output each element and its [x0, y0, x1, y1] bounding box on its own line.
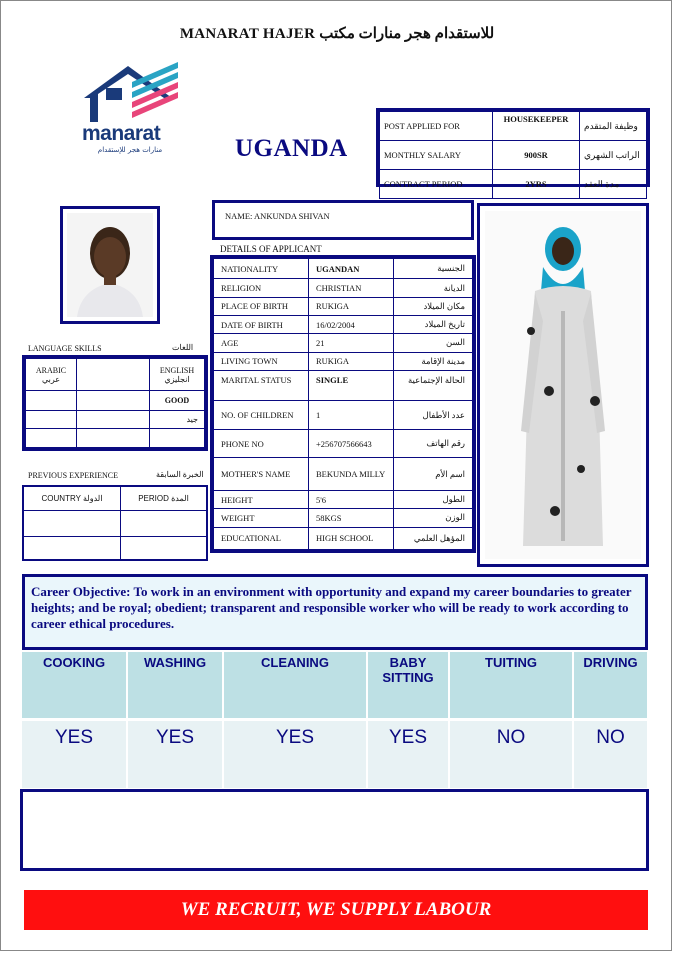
post-label-ar: الراتب الشهري: [580, 141, 647, 170]
skills-table: [22, 652, 649, 791]
skill-header: COOKING: [22, 652, 127, 720]
exp-cell: [121, 511, 207, 537]
detail-label-ar: اسم الأم: [394, 458, 473, 491]
detail-row: [214, 352, 473, 370]
applicant-photo-full: [477, 203, 649, 567]
lang-arabic-ar: عربي: [41, 374, 61, 384]
detail-value: SINGLE: [309, 370, 394, 401]
detail-label: RELIGION: [214, 279, 309, 297]
post-value: HOUSEKEEPER: [493, 112, 580, 141]
detail-row: [214, 509, 473, 527]
detail-row: [214, 370, 473, 401]
lang-english-level: GOOD: [150, 391, 205, 411]
skills-value-row: [22, 720, 648, 790]
career-objective: Career Objective: To work in an environment with opportunity and expand my career boundaries to greater heights; and be royal; obedient; transparent and responsible worker who will be ready to work according to career ethical procedures.: [22, 574, 648, 650]
skill-value: YES: [127, 720, 223, 790]
detail-label: MARITAL STATUS: [214, 370, 309, 401]
detail-row: [214, 334, 473, 352]
exp-period-ar: المدة: [171, 494, 189, 503]
detail-label-ar: السن: [394, 334, 473, 352]
full-body-image: [485, 211, 641, 559]
details-box: [210, 255, 476, 553]
lang-arabic: ARABIC: [35, 365, 67, 375]
detail-row: [214, 490, 473, 508]
language-heading: LANGUAGE SKILLS: [28, 344, 102, 353]
language-heading-ar: اللغات: [172, 343, 194, 352]
detail-label: AGE: [214, 334, 309, 352]
detail-label: PHONE NO: [214, 429, 309, 457]
exp-cell: [121, 537, 207, 560]
detail-label: NO. OF CHILDREN: [214, 401, 309, 429]
post-label: MONTHLY SALARY: [380, 141, 493, 170]
detail-row: [214, 259, 473, 279]
skill-header: CLEANING: [223, 652, 367, 720]
post-label-ar: وظيفة المتقدم: [580, 112, 647, 141]
detail-label-ar: عدد الأطفال: [394, 401, 473, 429]
skill-value: NO: [573, 720, 648, 790]
company-logo: [80, 62, 182, 162]
post-row: [380, 112, 647, 141]
post-value: 900SR: [493, 141, 580, 170]
lang-english-level-ar: جيد: [150, 411, 205, 429]
detail-label: WEIGHT: [214, 509, 309, 527]
detail-value: 21: [309, 334, 394, 352]
detail-label: NATIONALITY: [214, 259, 309, 279]
post-value: 2YRS: [493, 170, 580, 199]
detail-label: HEIGHT: [214, 490, 309, 508]
language-box: [22, 355, 208, 451]
exp-cell: [24, 511, 121, 537]
exp-country-ar: الدولة: [83, 494, 103, 503]
detail-label-ar: مدينة الإقامة: [394, 352, 473, 370]
applicant-photo-small: [60, 206, 160, 324]
skill-header: WASHING: [127, 652, 223, 720]
post-label: CONTRACT PERIOD: [380, 170, 493, 199]
detail-label-ar: الديانة: [394, 279, 473, 297]
detail-label-ar: الطول: [394, 490, 473, 508]
post-label-ar: مدة العقد: [580, 170, 647, 199]
exp-country-header: [24, 487, 121, 511]
skill-header: TUITING: [449, 652, 573, 720]
lang-arabic-level: [77, 359, 150, 391]
detail-value: 58KGS: [309, 509, 394, 527]
detail-row: [214, 429, 473, 457]
exp-period-header: [121, 487, 207, 511]
detail-value: UGANDAN: [309, 259, 394, 279]
portrait-image: [67, 213, 153, 317]
detail-row: [214, 315, 473, 333]
lang-cell: [77, 391, 150, 411]
skill-value: YES: [22, 720, 127, 790]
detail-label: PLACE OF BIRTH: [214, 297, 309, 315]
lang-arabic-cell: [26, 359, 77, 391]
detail-label-ar: رقم الهاتف: [394, 429, 473, 457]
lang-cell: [77, 429, 150, 448]
post-label: POST APPLIED FOR: [380, 112, 493, 141]
detail-label-ar: الوزن: [394, 509, 473, 527]
country-title: UGANDA: [235, 135, 348, 162]
lang-english: ENGLISH: [159, 365, 195, 375]
detail-label: LIVING TOWN: [214, 352, 309, 370]
detail-value: 1: [309, 401, 394, 429]
detail-value: RUKIGA: [309, 352, 394, 370]
detail-label: MOTHER'S NAME: [214, 458, 309, 491]
detail-row: [214, 458, 473, 491]
post-row: [380, 170, 647, 199]
detail-value: CHRISTIAN: [309, 279, 394, 297]
footer-banner: WE RECRUIT, WE SUPPLY LABOUR: [24, 890, 648, 930]
skill-header: DRIVING: [573, 652, 648, 720]
detail-value: +256707566643: [309, 429, 394, 457]
applicant-name: NAME: ANKUNDA SHIVAN: [225, 211, 330, 221]
detail-row: [214, 401, 473, 429]
skill-value: YES: [223, 720, 367, 790]
detail-label: DATE OF BIRTH: [214, 315, 309, 333]
exp-country: COUNTRY: [41, 494, 81, 503]
lang-cell: [77, 411, 150, 429]
detail-label-ar: تاريخ الميلاد: [394, 315, 473, 333]
name-box: [212, 200, 474, 240]
detail-value: BEKUNDA MILLY: [309, 458, 394, 491]
post-row: [380, 141, 647, 170]
post-box: [376, 108, 650, 187]
lang-cell: [150, 429, 205, 448]
exp-cell: [24, 537, 121, 560]
skill-value: YES: [367, 720, 449, 790]
detail-row: [214, 297, 473, 315]
detail-row: [214, 279, 473, 297]
detail-label-ar: الجنسية: [394, 259, 473, 279]
remarks-box: [20, 789, 649, 871]
lang-english-ar: انجليزي: [164, 374, 190, 384]
experience-heading-ar: الخبرة السابقة: [156, 470, 204, 479]
lang-cell: [26, 411, 77, 429]
logo-brand: manarat: [82, 122, 161, 145]
exp-period: PERIOD: [138, 494, 169, 503]
experience-box: [22, 485, 208, 561]
details-heading: DETAILS OF APPLICANT: [220, 244, 322, 254]
lang-english-cell: [150, 359, 205, 391]
header-title: MANARAT HAJER للاستقدام هجر منارات مكتب: [179, 26, 495, 42]
detail-label: EDUCATIONAL: [214, 527, 309, 549]
detail-value: 16/02/2004: [309, 315, 394, 333]
detail-value: RUKIGA: [309, 297, 394, 315]
detail-label-ar: الحالة الإجتماعية: [394, 370, 473, 401]
detail-label-ar: المؤهل العلمي: [394, 527, 473, 549]
detail-value: 5'6: [309, 490, 394, 508]
detail-row: [214, 527, 473, 549]
skills-header-row: [22, 652, 648, 720]
logo-tagline: منارات هجر للإستقدام: [97, 146, 163, 154]
skill-header: BABY SITTING: [367, 652, 449, 720]
detail-value: HIGH SCHOOL: [309, 527, 394, 549]
experience-heading: PREVIOUS EXPERIENCE: [28, 471, 119, 480]
detail-label-ar: مكان الميلاد: [394, 297, 473, 315]
lang-cell: [26, 391, 77, 411]
lang-cell: [26, 429, 77, 448]
skill-value: NO: [449, 720, 573, 790]
